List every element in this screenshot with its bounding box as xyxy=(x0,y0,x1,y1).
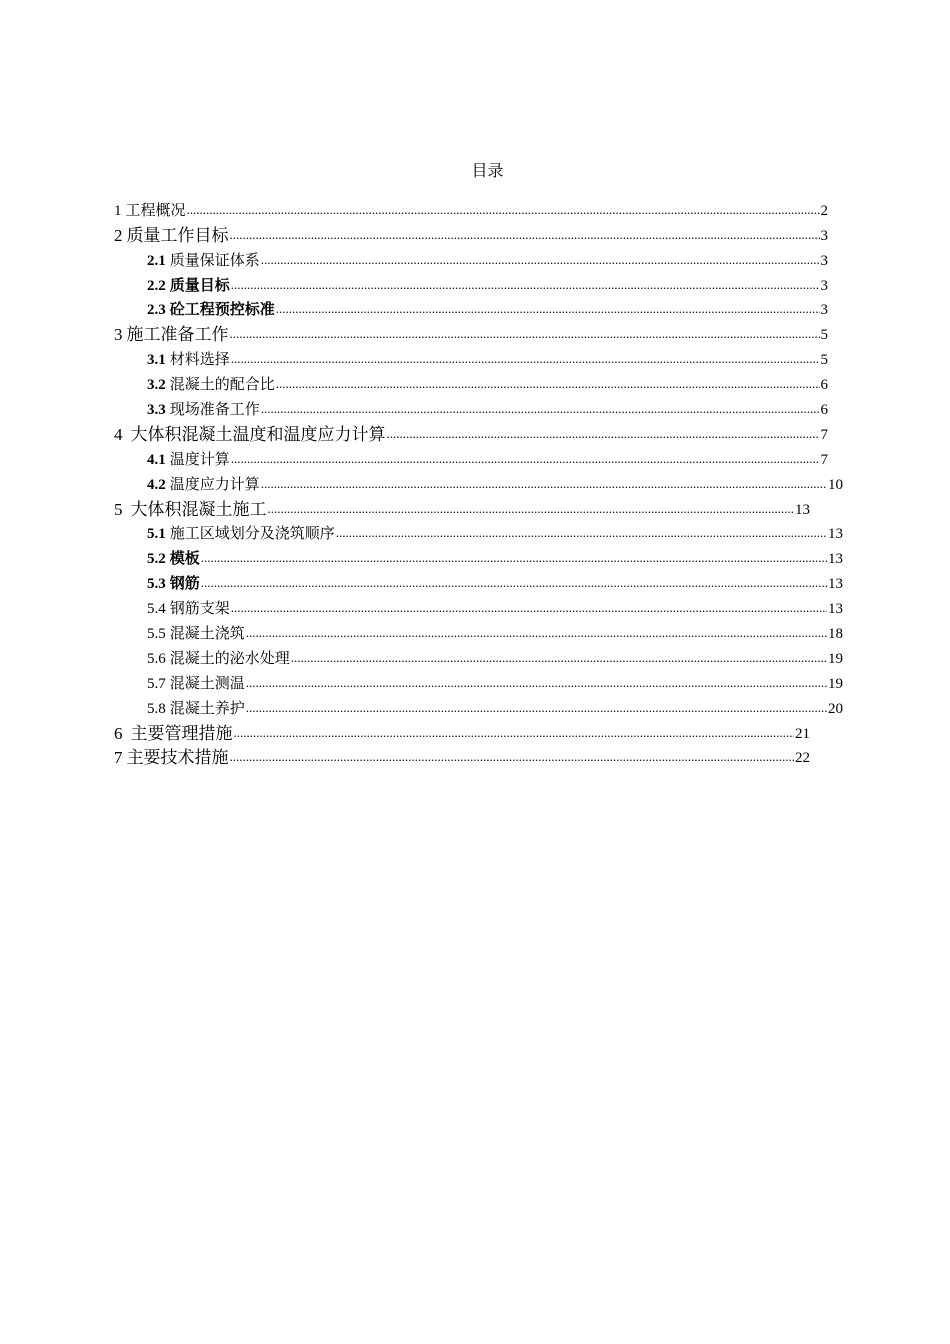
toc-entry-title: 混凝土的配合比 xyxy=(169,377,275,394)
toc-entry-3-2[interactable] xyxy=(114,370,828,395)
toc-entry-4[interactable] xyxy=(114,420,828,445)
toc-entry-number: 2.3 xyxy=(147,302,166,319)
toc-entry-2-3[interactable] xyxy=(114,296,828,321)
toc-entry-page: 6 xyxy=(820,377,828,394)
toc-leader-dots xyxy=(246,700,827,716)
toc-entry-title: 主要管理措施 xyxy=(130,723,233,743)
toc-leader-dots xyxy=(201,550,827,566)
toc-entry-number: 4 xyxy=(114,424,123,444)
toc-entry-page: 13 xyxy=(828,601,843,618)
toc-leader-dots xyxy=(246,625,827,641)
toc-entry-page: 7 xyxy=(820,426,828,443)
toc-leader-dots xyxy=(231,600,827,616)
toc-entry-number: 5.1 xyxy=(147,526,166,543)
toc-entry-3-1[interactable] xyxy=(114,345,828,370)
toc-entry-title: 模板 xyxy=(169,551,200,568)
toc-entry-page: 5 xyxy=(820,327,828,344)
toc-entry-page: 3 xyxy=(820,277,828,294)
toc-entry-5-1[interactable] xyxy=(114,520,843,545)
toc-entry-title: 主要技术措施 xyxy=(126,748,229,768)
toc-entry-number: 3.2 xyxy=(147,377,166,394)
toc-entry-title: 温度应力计算 xyxy=(169,476,260,493)
toc-leader-dots xyxy=(261,252,820,268)
toc-entry-page: 22 xyxy=(795,750,810,767)
toc-entry-page: 2 xyxy=(820,202,828,219)
toc-entry-title: 质量目标 xyxy=(169,277,230,294)
toc-leader-dots xyxy=(230,227,820,243)
toc-entry-5-3[interactable] xyxy=(114,569,843,594)
toc-entry-number: 5.5 xyxy=(147,626,166,643)
toc-entry-title: 材料选择 xyxy=(169,352,230,369)
toc-entry-number: 6 xyxy=(114,723,123,743)
toc-leader-dots xyxy=(231,451,820,467)
toc-entry-title: 大体积混凝土温度和温度应力计算 xyxy=(130,424,386,444)
toc-entry-number: 5.7 xyxy=(147,675,166,692)
toc-entry-title: 混凝土浇筑 xyxy=(169,626,245,643)
toc-leader-dots xyxy=(261,401,820,417)
toc-entry-4-1[interactable] xyxy=(114,445,828,470)
toc-entry-page: 7 xyxy=(820,451,828,468)
toc-entry-title: 现场准备工作 xyxy=(169,402,260,419)
toc-leader-dots xyxy=(230,326,820,342)
toc-entry-number: 5.3 xyxy=(147,576,166,593)
toc-leader-dots xyxy=(291,650,827,666)
toc-entry-number: 5.2 xyxy=(147,551,166,568)
toc-entry-number: 3 xyxy=(114,325,123,345)
toc-entry-title: 大体积混凝土施工 xyxy=(130,499,267,519)
toc-entry-title: 质量工作目标 xyxy=(126,225,229,245)
toc-leader-dots xyxy=(268,501,795,517)
toc-entry-2-2[interactable] xyxy=(114,271,828,296)
toc-entry-page: 10 xyxy=(828,476,843,493)
toc-entry-number: 3.1 xyxy=(147,352,166,369)
toc-entry-number: 4.1 xyxy=(147,451,166,468)
toc-entry-5-4[interactable] xyxy=(114,594,843,619)
toc-entry-title: 钢筋支架 xyxy=(169,601,230,618)
toc-entry-3-3[interactable] xyxy=(114,395,828,420)
toc-entry-number: 5.4 xyxy=(147,601,166,618)
toc-entry-2-1[interactable] xyxy=(114,246,828,271)
toc-entry-5-6[interactable] xyxy=(114,644,843,669)
toc-entry-page: 3 xyxy=(820,302,828,319)
toc-entry-title: 混凝土测温 xyxy=(169,675,245,692)
toc-entry-page: 20 xyxy=(828,700,843,717)
toc-entry-number: 1 xyxy=(114,202,122,219)
toc-entry-title: 混凝土养护 xyxy=(169,700,245,717)
toc-entry-page: 13 xyxy=(828,526,843,543)
toc-entry-number: 4.2 xyxy=(147,476,166,493)
toc-entry-3[interactable] xyxy=(114,320,828,345)
toc-leader-dots xyxy=(201,575,827,591)
toc-leader-dots xyxy=(246,675,827,691)
toc-entry-5-5[interactable] xyxy=(114,619,843,644)
toc-leader-dots xyxy=(387,426,820,442)
toc-entry-page: 19 xyxy=(828,650,843,667)
toc-entry-1[interactable] xyxy=(114,196,828,221)
toc-entry-number: 7 xyxy=(114,748,123,768)
toc-entry-page: 13 xyxy=(828,551,843,568)
toc-entry-number: 3.3 xyxy=(147,402,166,419)
toc-entry-number: 2 xyxy=(114,225,123,245)
toc-entry-5-8[interactable] xyxy=(114,694,843,719)
toc-leader-dots xyxy=(231,277,820,293)
toc-title: 目录 xyxy=(471,163,504,180)
toc-entry-number: 2.1 xyxy=(147,252,166,269)
toc-entry-5-2[interactable] xyxy=(114,544,843,569)
toc-entry-title: 施工区域划分及浇筑顺序 xyxy=(169,526,335,543)
toc-entry-page: 6 xyxy=(820,402,828,419)
toc-entry-page: 18 xyxy=(828,626,843,643)
toc-entry-page: 19 xyxy=(828,675,843,692)
toc-entry-number: 2.2 xyxy=(147,277,166,294)
toc-entry-page: 13 xyxy=(795,501,810,518)
toc-entry-title: 温度计算 xyxy=(169,451,230,468)
toc-leader-dots xyxy=(276,301,820,317)
toc-entry-page: 5 xyxy=(820,352,828,369)
toc-entry-page: 21 xyxy=(795,725,810,742)
toc-entry-title: 施工准备工作 xyxy=(126,325,229,345)
toc-entry-7[interactable] xyxy=(114,744,810,769)
toc-leader-dots xyxy=(234,725,795,741)
toc-entry-number: 5.8 xyxy=(147,700,166,717)
toc-entry-4-2[interactable] xyxy=(114,470,843,495)
toc-leader-dots xyxy=(336,525,827,541)
toc-leader-dots xyxy=(261,476,827,492)
toc-entry-title: 质量保证体系 xyxy=(169,252,260,269)
table-of-contents xyxy=(114,196,843,768)
toc-entry-number: 5.6 xyxy=(147,650,166,667)
toc-entry-6[interactable] xyxy=(114,719,810,744)
toc-leader-dots xyxy=(187,202,820,218)
toc-leader-dots xyxy=(231,351,820,367)
toc-leader-dots xyxy=(230,749,795,765)
toc-entry-5-7[interactable] xyxy=(114,669,843,694)
toc-entry-page: 3 xyxy=(820,252,828,269)
toc-entry-2[interactable] xyxy=(114,221,828,246)
toc-entry-title: 混凝土的泌水处理 xyxy=(169,650,290,667)
toc-entry-number: 5 xyxy=(114,499,123,519)
toc-entry-page: 13 xyxy=(828,576,843,593)
toc-entry-5[interactable] xyxy=(114,495,810,520)
toc-entry-title: 工程概况 xyxy=(125,202,186,219)
toc-entry-title: 钢筋 xyxy=(169,576,200,593)
toc-entry-page: 3 xyxy=(820,227,828,244)
toc-entry-title: 砼工程预控标准 xyxy=(169,302,275,319)
toc-leader-dots xyxy=(276,376,820,392)
